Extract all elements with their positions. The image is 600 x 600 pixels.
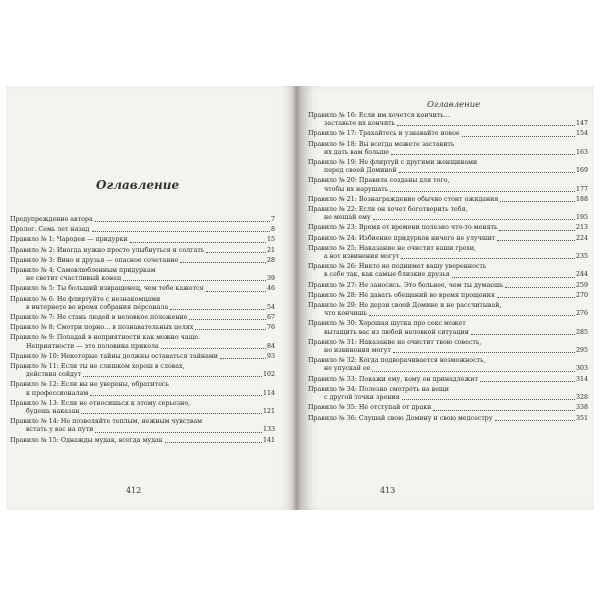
toc-entry-line <box>308 253 588 261</box>
toc-entry <box>10 314 275 322</box>
toc-entry-text: Правило № 7: Не стань людей в неловкое положение <box>10 314 188 322</box>
toc-page-number: 270 <box>575 291 588 299</box>
toc-entry-text: Правило № 31: Наказание не очистит твою совесть, <box>308 338 482 346</box>
toc-entry-line <box>308 302 588 310</box>
dot-leader <box>123 275 266 281</box>
toc-entry-text: не мешай ему <box>324 214 371 222</box>
toc-entry-line <box>308 112 588 120</box>
toc-entry-text: Правило № 22: Если он хочет боготворить тебя, <box>308 206 468 214</box>
toc-entry <box>10 353 275 361</box>
page-number: 413 <box>380 486 396 495</box>
toc-entry-text: Правило № 9: Попадай в неприятности как можно чаще. <box>10 334 201 342</box>
toc-page-number: 303 <box>575 365 588 373</box>
toc-entry-text: Правило № 5: Ты больший извращенец, чем тебе кажется <box>10 285 204 293</box>
dot-leader <box>95 426 262 432</box>
toc-entry-text: Правило № 1: Чародеи — придурки <box>10 236 128 244</box>
toc-page-number: 259 <box>575 281 588 289</box>
toc-entry-line <box>10 216 275 224</box>
toc-entry-line <box>308 386 588 394</box>
toc-entry <box>308 320 588 336</box>
dot-leader <box>433 404 575 410</box>
toc-entry <box>10 267 275 283</box>
toc-entry-line <box>308 347 588 355</box>
toc-entry-line <box>10 304 275 312</box>
toc-entry-text: Правило № 33: Покажи ему, кому он принадлежит <box>308 375 478 383</box>
toc-entry-line <box>308 167 588 175</box>
toc-entry-text: Правило № 24: Избиение придурков ничего не улучшит <box>308 234 496 242</box>
toc-entry-text: Правило № 26: Никто не поднимет вашу уверенность <box>308 263 487 271</box>
toc-entry-line <box>10 437 275 445</box>
toc-entry-text: Правило № 28: Не давать обещаний во время прощения <box>308 291 495 299</box>
toc-entry <box>308 415 588 423</box>
dot-leader <box>206 285 266 291</box>
toc-entry-line <box>10 267 275 275</box>
toc-page-number: 114 <box>262 389 275 397</box>
toc-page-number: 84 <box>266 342 275 350</box>
toc-page-number: 338 <box>575 404 588 412</box>
toc-entry <box>308 130 588 138</box>
toc-entry <box>308 141 588 157</box>
toc-entry <box>308 404 588 412</box>
toc-entry-text: с другой точки зрения <box>324 394 400 402</box>
toc-entry-text: Правило № 11: Если ты не слишком хорош в словах, <box>10 363 185 371</box>
toc-entry <box>10 247 275 255</box>
toc-entry-line <box>10 275 275 283</box>
toc-page-number: 295 <box>575 347 588 355</box>
toc-entry-line <box>10 324 275 332</box>
toc-entry-text: Правило № 13: Если не относишься к этому серьезно, <box>10 399 191 407</box>
toc-entry-text: чтобы их нарушать <box>324 185 389 193</box>
dot-leader <box>402 394 575 400</box>
page-number: 412 <box>126 486 142 495</box>
toc-entry-text: Правило № 17: Трахайтесь и узнавайте новое <box>308 130 460 138</box>
toc-page-number: 141 <box>262 436 275 444</box>
table-of-contents-left <box>10 216 275 447</box>
toc-entry <box>308 302 588 318</box>
toc-page-number: 285 <box>575 328 588 336</box>
toc-entry-text: Предупреждение автора <box>10 216 93 223</box>
toc-entry-line <box>308 141 588 149</box>
toc-entry-text: но извинения могут <box>324 347 391 355</box>
toc-page-number: 177 <box>575 185 588 193</box>
toc-entry-text: Правило № 32: Когда подворачивается возможность, <box>308 357 486 365</box>
toc-page-number: 154 <box>575 130 588 138</box>
toc-entry-text: Правило № 27: Не заносись. Это больнее, чем ты думаешь <box>308 281 504 289</box>
dot-leader <box>452 271 575 277</box>
toc-entry-line <box>308 149 588 157</box>
toc-entry <box>10 400 275 416</box>
toc-page-number: 21 <box>266 246 275 254</box>
dot-leader <box>83 371 262 377</box>
toc-page-number: 147 <box>575 120 588 128</box>
toc-page-number: 244 <box>575 271 588 279</box>
toc-page-number: 169 <box>575 167 588 175</box>
toc-entry-line <box>308 394 588 402</box>
toc-page-number: 224 <box>575 234 588 242</box>
dot-leader <box>497 235 575 241</box>
toc-entry <box>10 381 275 397</box>
toc-entry-text: встать у вас на пути <box>26 426 94 434</box>
dot-leader <box>90 390 262 396</box>
dot-leader <box>220 353 266 359</box>
toc-entry-text: не упускай ее <box>324 365 371 373</box>
left-page <box>6 86 294 510</box>
toc-entry <box>10 324 275 332</box>
toc-entry-line <box>308 120 588 128</box>
table-of-contents-right <box>308 112 588 425</box>
dot-leader <box>170 304 266 310</box>
toc-entry-line <box>10 371 275 379</box>
toc-entry-line <box>10 353 275 361</box>
toc-entry-line <box>308 329 588 337</box>
toc-entry-line <box>10 285 275 293</box>
toc-entry-line <box>308 415 588 423</box>
dot-leader <box>397 120 575 126</box>
toc-entry-line <box>308 186 588 194</box>
toc-page-number: 102 <box>262 371 275 379</box>
toc-entry-line <box>308 320 588 328</box>
dot-leader <box>500 196 575 202</box>
dot-leader <box>393 347 575 353</box>
toc-entry-line <box>308 130 588 138</box>
dot-leader <box>462 130 575 136</box>
toc-entry-line <box>308 339 588 347</box>
toc-entry-line <box>308 365 588 373</box>
toc-entry-line <box>308 282 588 290</box>
toc-entry-line <box>308 177 588 185</box>
dot-leader <box>195 324 266 330</box>
toc-entry <box>10 216 275 224</box>
dot-leader <box>81 408 262 414</box>
toc-entry-text: Правило № 15: Однажды мудак, всегда мудак <box>10 436 163 444</box>
toc-entry-line <box>308 196 588 204</box>
dot-leader <box>480 376 575 382</box>
toc-entry-text: к профессионалам <box>26 389 89 397</box>
toc-entry-line <box>10 408 275 416</box>
dot-leader <box>471 329 575 335</box>
toc-entry-text: Правило № 23: Время от времени полезно что-то менять <box>308 224 498 232</box>
toc-entry <box>10 285 275 293</box>
toc-page-number: 39 <box>266 275 275 283</box>
toc-page-number: 7 <box>270 216 275 223</box>
toc-page-number: 188 <box>575 195 588 203</box>
toc-entry-line <box>308 404 588 412</box>
toc-entry-text: действия сойдут <box>26 371 82 379</box>
toc-entry <box>308 339 588 355</box>
toc-page-number: 54 <box>266 303 275 311</box>
toc-entry-line <box>10 363 275 371</box>
toc-entry-text: Правило № 35: Не отступай от драки <box>308 404 432 412</box>
toc-entry-text: Правило № 19: Не флиртуй с другими женщинами <box>308 159 478 167</box>
toc-entry-text: Правило № 21: Вознаграждение обычно стоит ожидания <box>308 195 499 203</box>
toc-entry-text: Правило № 8: Смотри порно… в познавательных целях <box>10 324 194 332</box>
toc-entry <box>308 292 588 300</box>
toc-page-number: 163 <box>575 148 588 156</box>
dot-leader <box>391 149 575 155</box>
toc-entry-line <box>308 245 588 253</box>
toc-entry-line <box>308 224 588 232</box>
toc-page-number: 67 <box>266 314 275 322</box>
toc-entry-line <box>10 343 275 351</box>
toc-entry-text: Правило № 16: Если им хочется кончить… <box>308 112 451 119</box>
toc-entry-line <box>10 390 275 398</box>
toc-page-number: 93 <box>266 352 275 360</box>
toc-entry-line <box>10 381 275 389</box>
toc-entry-text: Правило № 25: Наказание не очистит ваши грехи, <box>308 244 477 252</box>
dot-leader <box>495 415 575 421</box>
toc-entry-text: Правило № 18: Вы всегда можете заставить <box>308 140 455 148</box>
toc-entry <box>308 224 588 232</box>
page-title: Оглавление <box>96 178 180 192</box>
dot-leader <box>499 224 575 230</box>
toc-entry-text: в себе так, как самые близкие друзья <box>324 271 450 279</box>
toc-page-number: 235 <box>575 253 588 261</box>
toc-page-number: 8 <box>270 226 275 234</box>
toc-page-number: 213 <box>575 224 588 232</box>
right-page <box>300 86 594 510</box>
toc-entry-line <box>10 236 275 244</box>
toc-entry-text: Правило № 6: Не флиртуйте с незнакомцами <box>10 295 161 303</box>
toc-entry <box>10 226 275 234</box>
dot-leader <box>165 437 262 443</box>
toc-entry-line <box>308 214 588 222</box>
toc-entry-text: не светит счастливый конец <box>26 275 121 283</box>
toc-entry <box>308 357 588 373</box>
dot-leader <box>92 226 270 232</box>
toc-entry-line <box>10 418 275 426</box>
toc-entry <box>10 437 275 445</box>
toc-entry-text: Правило № 20: Правила созданы для того, <box>308 177 450 185</box>
dot-leader <box>497 292 575 298</box>
toc-entry-text: Неприятности — это половина прикола <box>26 342 159 350</box>
toc-entry-line <box>10 296 275 304</box>
toc-entry <box>308 263 588 279</box>
toc-entry-line <box>308 159 588 167</box>
toc-entry <box>308 235 588 243</box>
toc-entry-text: будешь наказан <box>26 408 80 416</box>
dot-leader <box>180 257 266 263</box>
running-header: Оглавление <box>427 100 481 110</box>
dot-leader <box>206 247 266 253</box>
toc-entry-line <box>308 271 588 279</box>
toc-entry-line <box>308 357 588 365</box>
toc-entry <box>308 159 588 175</box>
toc-entry-line <box>10 400 275 408</box>
toc-entry-line <box>10 314 275 322</box>
toc-entry <box>10 236 275 244</box>
toc-entry-text: их дать вам больше <box>324 148 390 156</box>
toc-entry-text: вытащить вас из любой неловкой ситуации <box>324 328 469 336</box>
toc-entry <box>308 282 588 290</box>
toc-entry-line <box>10 257 275 265</box>
toc-entry-line <box>308 206 588 214</box>
toc-entry <box>308 245 588 261</box>
toc-page-number: 133 <box>262 426 275 434</box>
dot-leader <box>373 214 575 220</box>
toc-entry-line <box>308 292 588 300</box>
toc-entry-text: Правило № 30: Хорошая шутка про секс может <box>308 320 466 328</box>
toc-entry <box>10 418 275 434</box>
toc-entry-text: Правило № 2: Иногда нужно просто улыбнуться и солгать <box>10 246 205 254</box>
toc-entry <box>10 363 275 379</box>
toc-entry-text: перед своей Доминой <box>324 167 397 175</box>
toc-entry-text: Правило № 3: Вино и друзья — опасное сочетание <box>10 256 179 264</box>
toc-entry <box>308 112 588 128</box>
toc-entry-line <box>10 426 275 434</box>
toc-page-number: 276 <box>575 310 588 318</box>
toc-entry-text: что кончишь <box>324 310 368 318</box>
toc-entry-text: Правило № 4: Самовлюбленным придуркам <box>10 267 156 275</box>
toc-page-number: 328 <box>575 394 588 402</box>
open-book <box>6 86 594 510</box>
toc-page-number: 76 <box>266 324 275 332</box>
toc-entry-text: заставьте их кончить <box>324 120 396 128</box>
toc-entry-text: Пролог. Семь лет назад <box>10 226 90 234</box>
toc-page-number: 351 <box>575 414 588 422</box>
dot-leader <box>399 167 575 173</box>
toc-page-number: 121 <box>262 408 275 416</box>
toc-page-number: 28 <box>266 256 275 264</box>
toc-entry <box>308 206 588 222</box>
toc-entry-text: а вот извинения могут <box>324 253 400 261</box>
toc-entry-line <box>308 263 588 271</box>
toc-entry-line <box>308 310 588 318</box>
toc-entry-text: в интернете во время собрания персонала <box>26 303 169 311</box>
toc-entry-text: Правило № 10: Некоторые тайны должны оставаться тайнами <box>10 352 218 360</box>
dot-leader <box>189 314 266 320</box>
toc-entry-text: Правило № 29: Не дерзи своей Домине и не рассчитывай, <box>308 302 502 310</box>
toc-entry <box>10 296 275 312</box>
toc-entry-line <box>10 247 275 255</box>
toc-entry <box>10 334 275 350</box>
toc-page-number: 314 <box>575 375 588 383</box>
dot-leader <box>130 236 266 242</box>
toc-entry <box>308 376 588 384</box>
dot-leader <box>95 216 270 222</box>
toc-entry <box>10 257 275 265</box>
dot-leader <box>372 365 575 371</box>
dot-leader <box>390 186 575 192</box>
toc-entry-text: Правило № 36: Слушай свою Домину и свою медсестру <box>308 414 493 422</box>
dot-leader <box>161 343 266 349</box>
toc-page-number: 15 <box>266 236 275 244</box>
toc-page-number: 46 <box>266 285 275 293</box>
toc-entry-text: Правило № 12: Если вы не уверены, обратитесь <box>10 381 169 389</box>
toc-entry-text: Правило № 34: Полезно смотреть на вещи <box>308 385 449 393</box>
toc-entry-line <box>10 226 275 234</box>
toc-entry-line <box>308 235 588 243</box>
dot-leader <box>401 253 575 259</box>
toc-entry-text: Правило № 14: Не позволяйте теплым, нежным чувствам <box>10 418 203 426</box>
toc-entry <box>308 196 588 204</box>
toc-entry-line <box>10 334 275 342</box>
toc-entry <box>308 386 588 402</box>
dot-leader <box>369 310 575 316</box>
dot-leader <box>505 282 575 288</box>
toc-entry-line <box>308 376 588 384</box>
toc-page-number: 195 <box>575 214 588 222</box>
toc-entry <box>308 177 588 193</box>
